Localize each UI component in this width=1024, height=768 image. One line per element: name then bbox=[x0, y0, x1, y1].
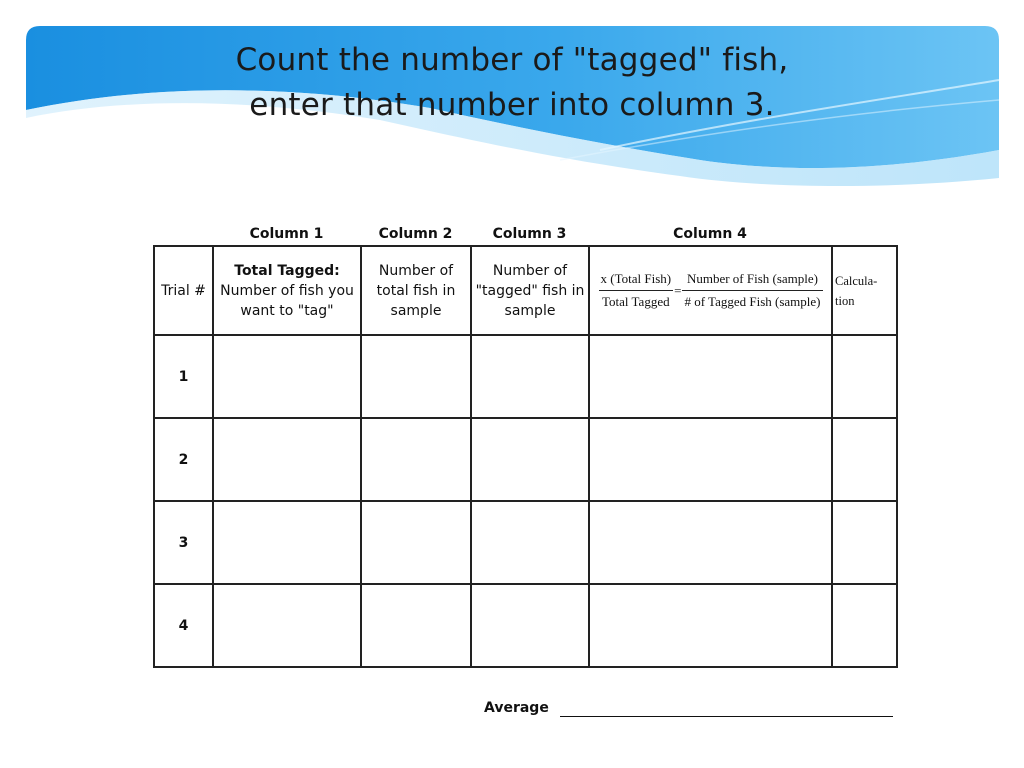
cell-calculation[interactable] bbox=[832, 584, 897, 667]
header-total-fish: Number of total fish in sample bbox=[361, 246, 471, 335]
header-formula bbox=[589, 246, 832, 335]
header-tagged-fish: Number of "tagged" fish in sample bbox=[471, 246, 589, 335]
cell-column-1[interactable] bbox=[213, 418, 361, 501]
column-1-label: Column 1 bbox=[249, 226, 324, 242]
formula-right-fraction bbox=[682, 270, 822, 311]
cell-column-4[interactable] bbox=[589, 501, 832, 584]
cell-column-4[interactable] bbox=[589, 335, 832, 418]
cell-calculation[interactable] bbox=[832, 335, 897, 418]
table-row bbox=[154, 418, 897, 501]
average-label: Average bbox=[484, 700, 549, 716]
column-2-label: Column 2 bbox=[378, 226, 453, 242]
column-3-label: Column 3 bbox=[492, 226, 567, 242]
cell-column-2[interactable] bbox=[361, 418, 471, 501]
cell-column-3[interactable] bbox=[471, 584, 589, 667]
formula-left-fraction bbox=[599, 270, 674, 311]
cell-column-3[interactable] bbox=[471, 418, 589, 501]
title-line-2: enter that number into column 3. bbox=[249, 87, 775, 123]
column-labels bbox=[0, 226, 1024, 246]
header-total-tagged-bold: Total Tagged: bbox=[234, 262, 340, 279]
cell-column-2[interactable] bbox=[361, 501, 471, 584]
table-row bbox=[154, 501, 897, 584]
trial-number: 3 bbox=[154, 501, 213, 584]
cell-column-2[interactable] bbox=[361, 584, 471, 667]
slide-title bbox=[0, 38, 1024, 128]
trial-number: 2 bbox=[154, 418, 213, 501]
cell-column-4[interactable] bbox=[589, 418, 832, 501]
formula-right-numerator: Number of Fish (sample) bbox=[682, 270, 822, 291]
cell-calculation[interactable] bbox=[832, 501, 897, 584]
formula-left-numerator: x (Total Fish) bbox=[599, 270, 674, 291]
cell-column-4[interactable] bbox=[589, 584, 832, 667]
average-answer-line[interactable] bbox=[560, 716, 893, 717]
table-row bbox=[154, 335, 897, 418]
header-total-tagged bbox=[213, 246, 361, 335]
column-4-label: Column 4 bbox=[673, 226, 747, 242]
table-row bbox=[154, 584, 897, 667]
title-line-1: Count the number of "tagged" fish, bbox=[235, 42, 789, 78]
data-table bbox=[153, 245, 898, 668]
header-calculation: Calcula-tion bbox=[832, 246, 897, 335]
cell-column-1[interactable] bbox=[213, 335, 361, 418]
cell-calculation[interactable] bbox=[832, 418, 897, 501]
header-total-tagged-desc: Number of fish you want to "tag" bbox=[220, 282, 354, 319]
formula-equals: = bbox=[674, 282, 682, 298]
cell-column-3[interactable] bbox=[471, 335, 589, 418]
table-header-row bbox=[154, 246, 897, 335]
cell-column-2[interactable] bbox=[361, 335, 471, 418]
cell-column-1[interactable] bbox=[213, 501, 361, 584]
trial-number: 1 bbox=[154, 335, 213, 418]
formula-right-denominator: # of Tagged Fish (sample) bbox=[684, 294, 821, 309]
formula-left-denominator: Total Tagged bbox=[601, 294, 670, 309]
cell-column-1[interactable] bbox=[213, 584, 361, 667]
header-trial: Trial # bbox=[154, 246, 213, 335]
trial-number: 4 bbox=[154, 584, 213, 667]
cell-column-3[interactable] bbox=[471, 501, 589, 584]
